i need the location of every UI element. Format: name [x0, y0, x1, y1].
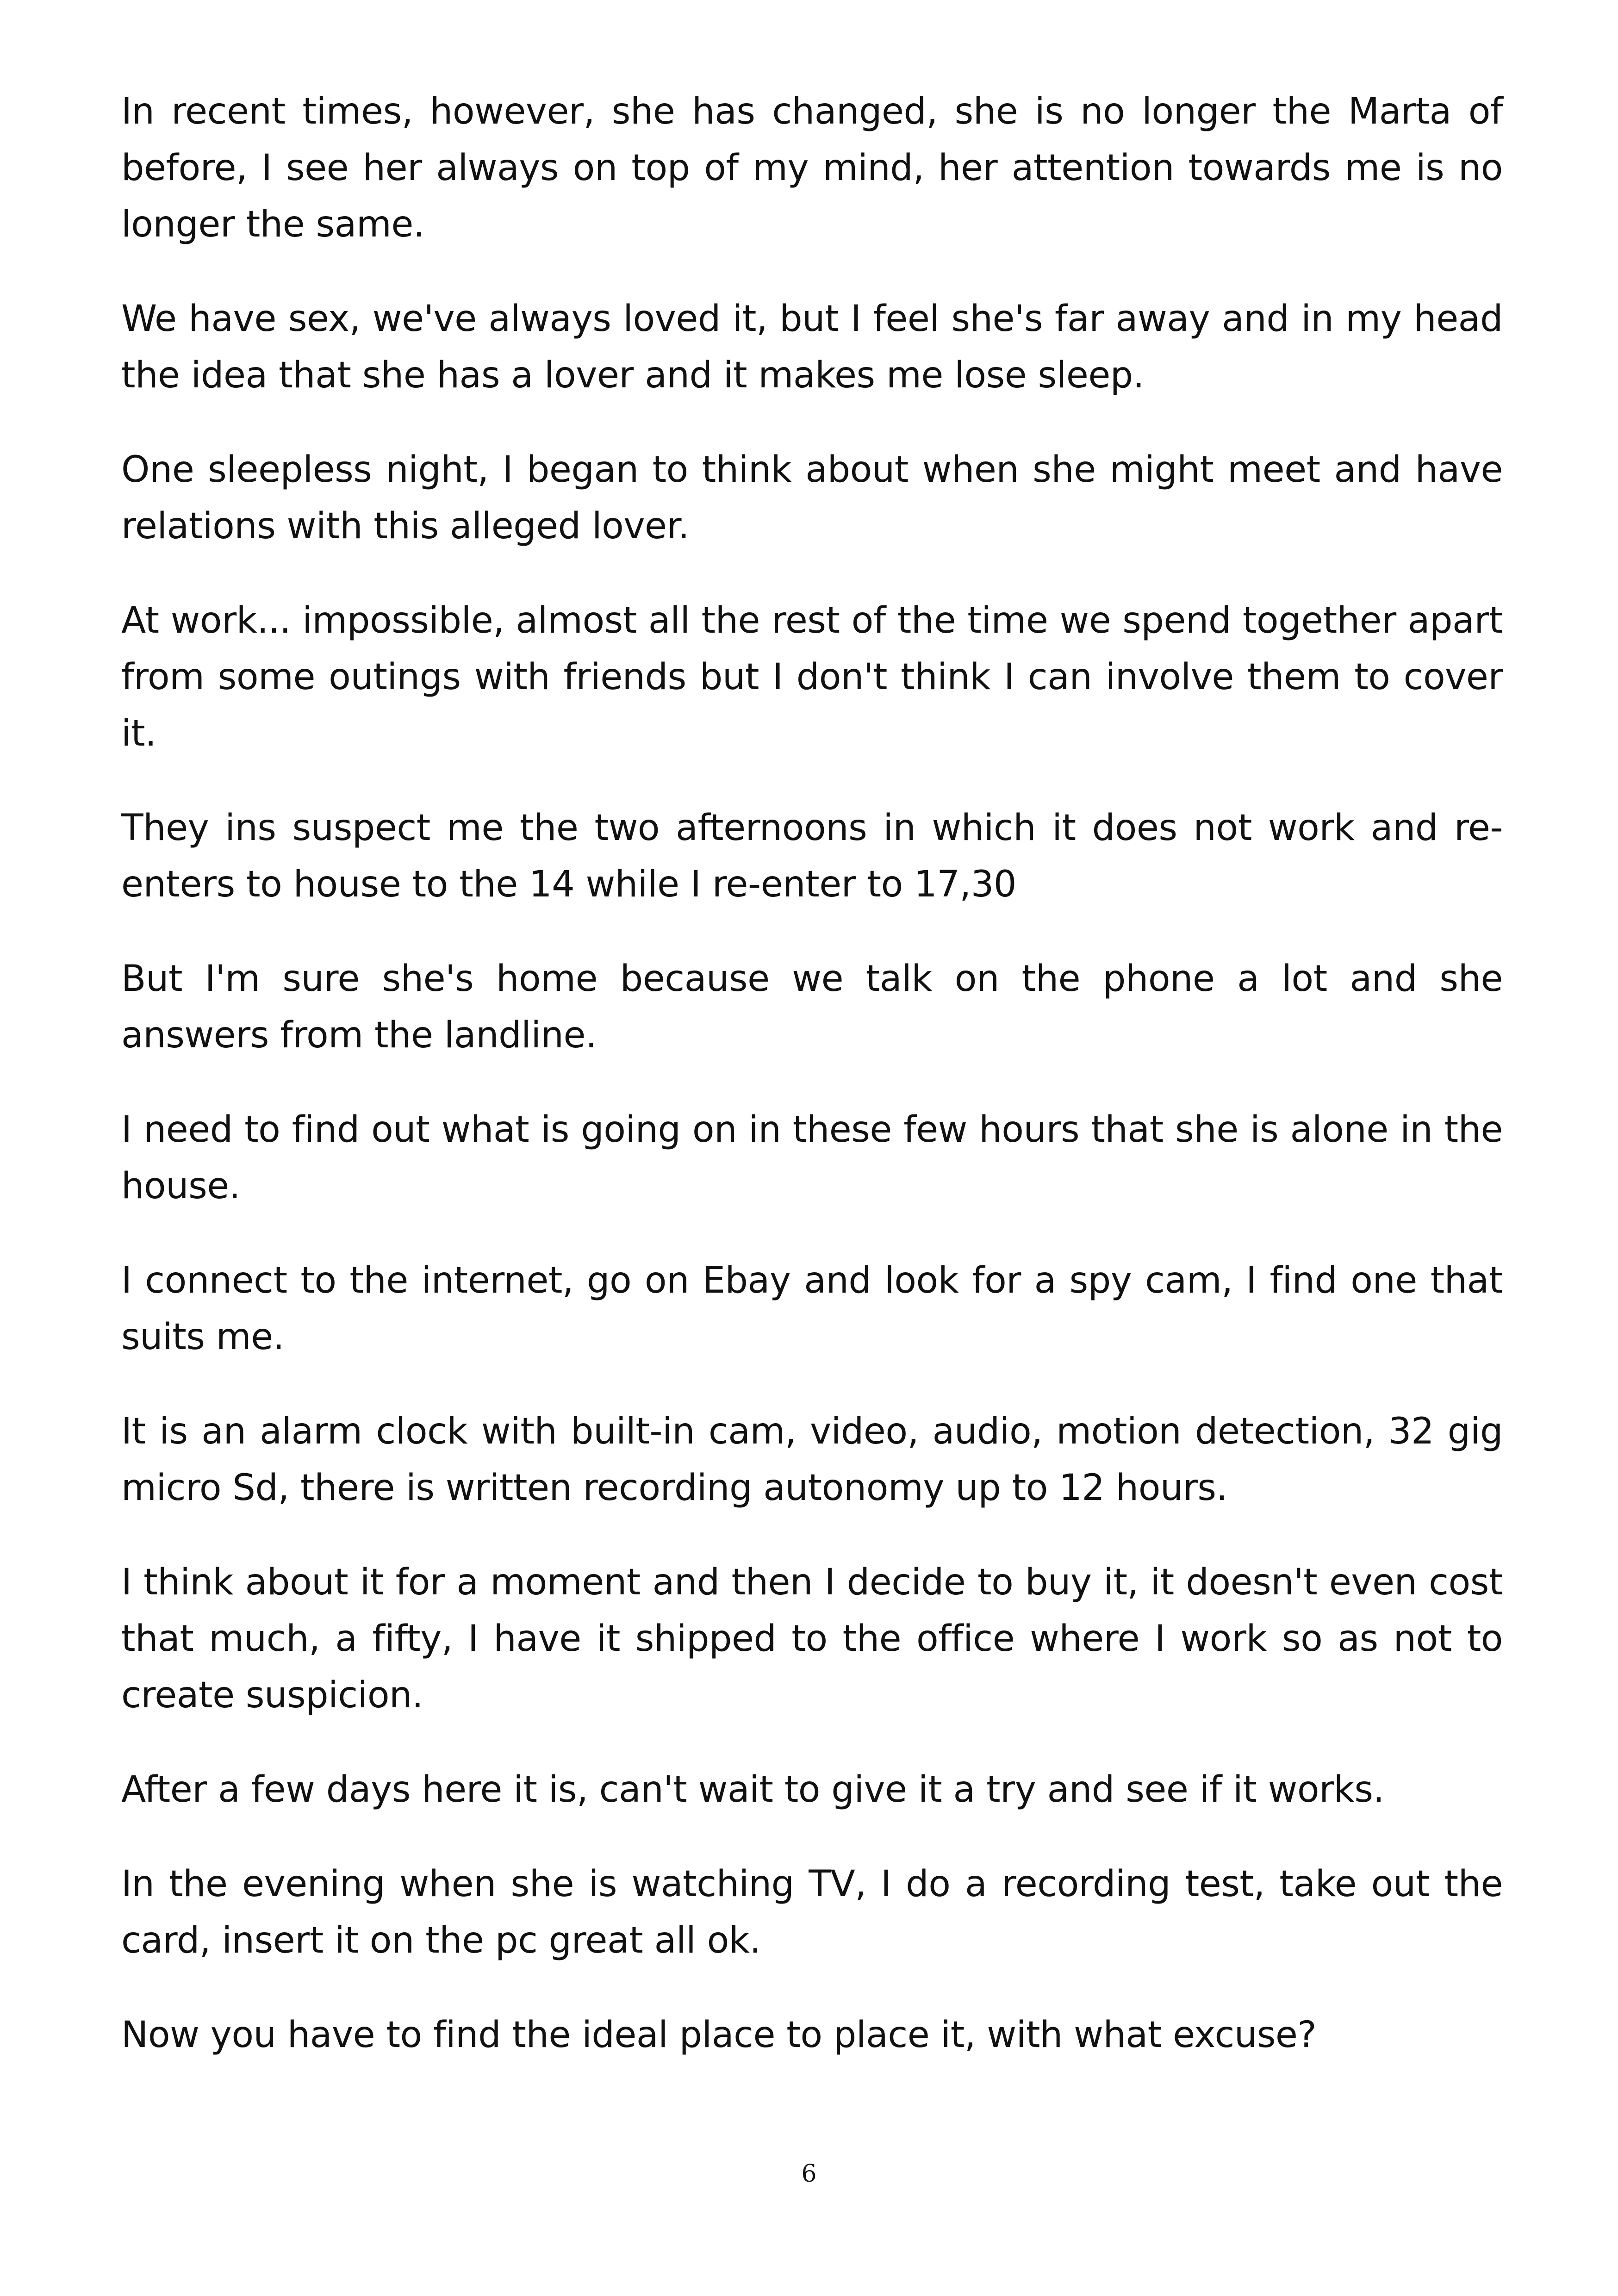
paragraph-1: In recent times, however, she has changed, she is no longer the Marta of before, I see her always on top of my mind, her attention towards me is no longer the same. — [121, 91, 1503, 245]
paragraph-13: Now you have to find the ideal place to place it, with what excuse? — [121, 2014, 1317, 2056]
page-number: 6 — [801, 2160, 817, 2188]
paragraph-10: I think about it for a moment and then I decide to buy it, it doesn't even cost that much, a fifty, I have it shipped to the office where I work so as not to create suspicion. — [121, 1562, 1503, 1716]
paragraph-11: After a few days here it is, can't wait to give it a try and see if it works. — [121, 1769, 1384, 1811]
paragraph-6: But I'm sure she's home because we talk on the phone a lot and she answers from the landline. — [121, 958, 1503, 1056]
paragraph-2: We have sex, we've always loved it, but I feel she's far away and in my head the idea that she has a lover and it makes me lose sleep. — [121, 298, 1503, 396]
paragraph-9: It is an alarm clock with built-in cam, video, audio, motion detection, 32 gig micro Sd, there is written recording autonomy up to 12 hours. — [121, 1411, 1503, 1509]
paragraph-5: They ins suspect me the two afternoons in which it does not work and re-enters to house to the 14 while I re-enter to 17,30 — [121, 807, 1503, 905]
page-body — [121, 83, 1503, 2101]
paragraph-4: At work... impossible, almost all the rest of the time we spend together apart from some outings with friends but I don't think I can involve them to cover it. — [121, 600, 1503, 754]
paragraph-12: In the evening when she is watching TV, I do a recording test, take out the card, insert it on the pc great all ok. — [121, 1863, 1503, 1961]
paragraph-3: One sleepless night, I began to think about when she might meet and have relations with this alleged lover. — [121, 449, 1503, 547]
paragraph-7: I need to find out what is going on in these few hours that she is alone in the house. — [121, 1109, 1503, 1207]
paragraph-8: I connect to the internet, go on Ebay and look for a spy cam, I find one that suits me. — [121, 1260, 1503, 1358]
